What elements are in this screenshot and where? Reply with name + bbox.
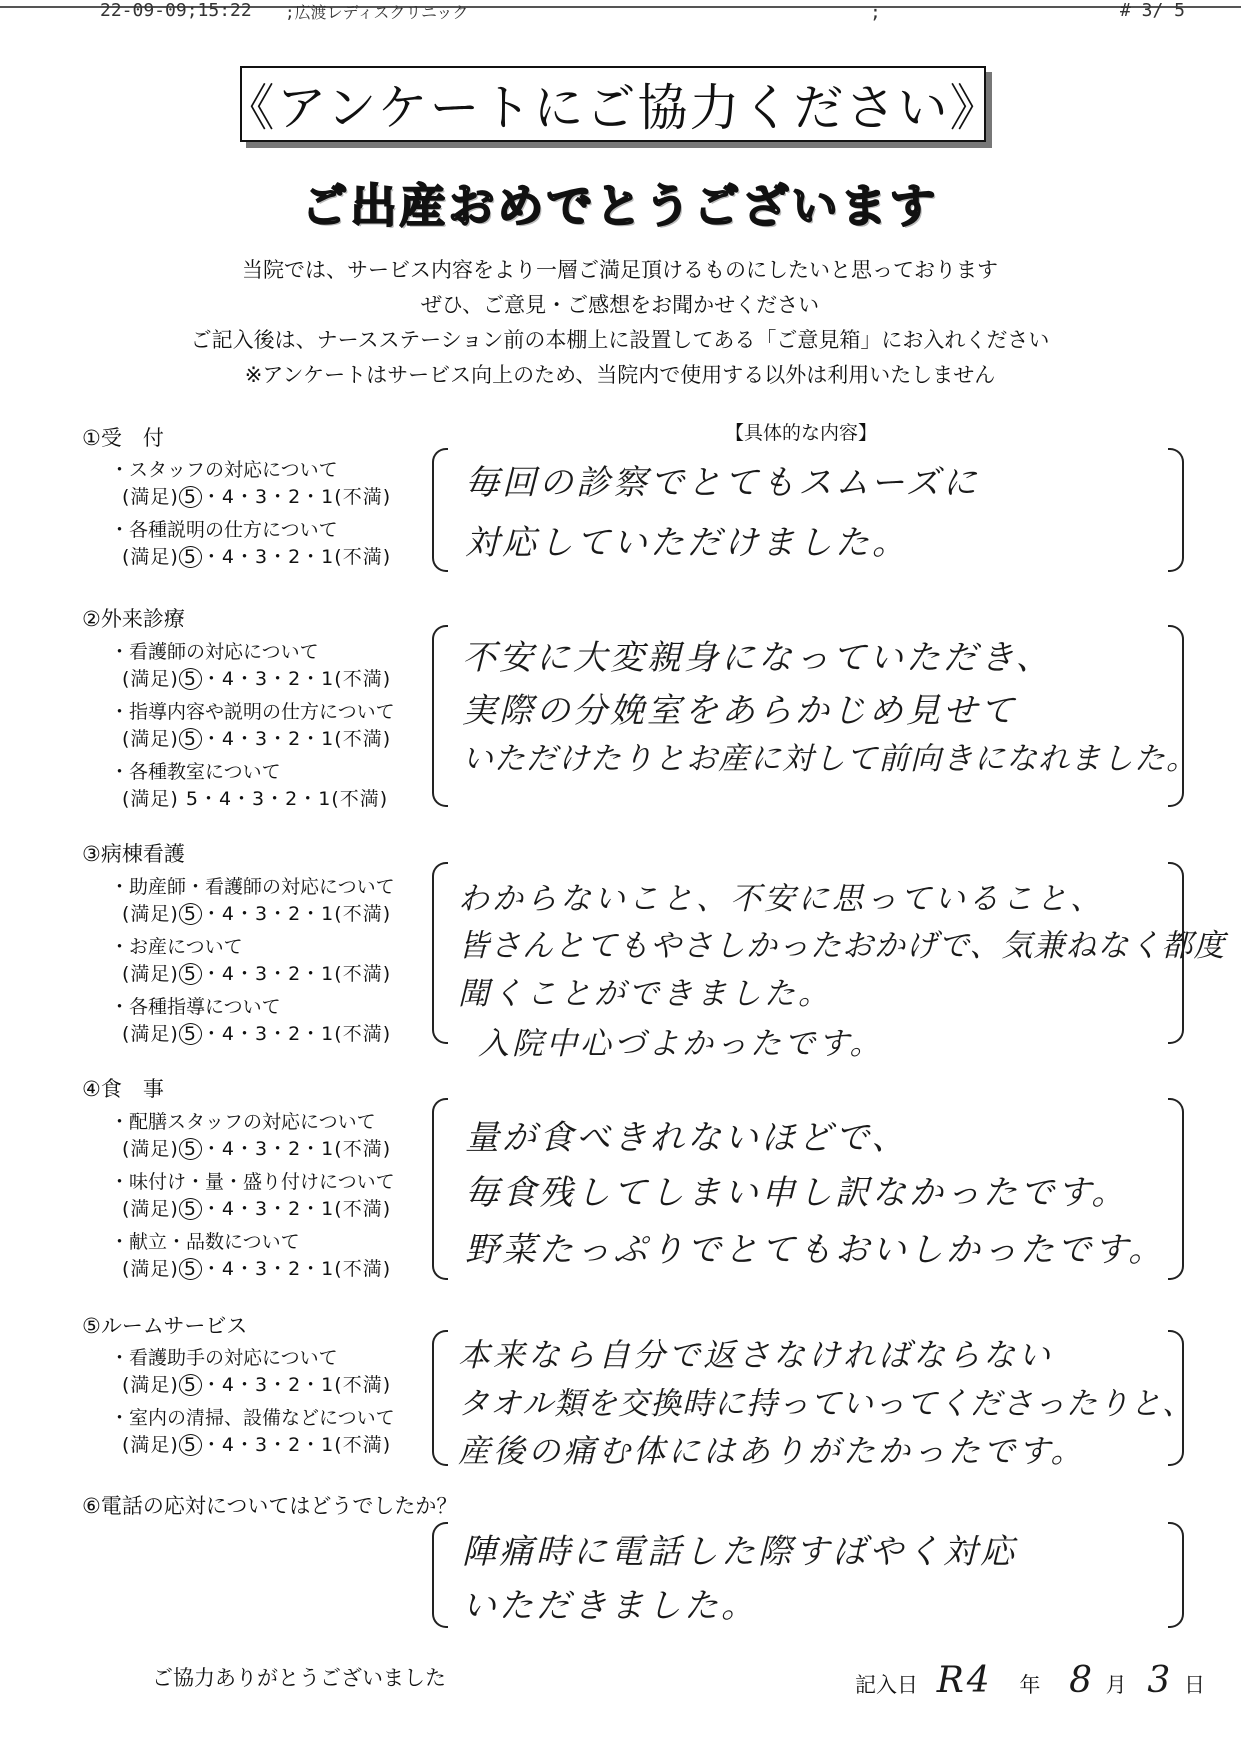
question-label: ・献立・品数について <box>110 1231 300 1253</box>
question-label: ・各種教室について <box>110 761 281 783</box>
date-era-year: R4 <box>936 1660 993 1701</box>
comment-bracket-left <box>432 862 448 1044</box>
section-title: ⑥電話の応対についてはどうでしたか？ <box>82 1494 458 1518</box>
rating-selected: 5 <box>179 903 202 925</box>
rating-row: (満足) 5 ・4・3・2・1(不満) <box>122 1198 392 1220</box>
rating-selected: 5 <box>179 963 202 985</box>
rating-row: (満足) 5 ・4・3・2・1(不満) <box>122 1138 392 1160</box>
handwritten-comment: 毎食残してしまい申し訳なかったです。 <box>465 1173 1129 1213</box>
rating-selected: 5 <box>179 546 202 568</box>
question-label: ・お産について <box>110 936 243 958</box>
detail-label: 【具体的な内容】 <box>725 422 878 444</box>
question-label: ・助産師・看護師の対応について <box>110 876 395 898</box>
rating-row: (満足) 5 ・4・3・2・1(不満) <box>122 486 392 508</box>
comment-bracket-left <box>432 448 448 572</box>
rating-selected: 5 <box>179 1023 202 1045</box>
fax-sender: ;広渡レディスクリニック <box>285 3 469 22</box>
handwritten-comment: 陣痛時に電話した際すばやく対応 <box>462 1532 1017 1572</box>
rating-row: (満足) 5 ・4・3・2・1(不満) <box>122 963 392 985</box>
date-entry: 記入日 R4 年 8 月 3 日 <box>855 1660 1205 1701</box>
intro-line: ご記入後は、ナースステーション前の本棚上に設置してある「ご意見箱」にお入れください <box>190 328 1050 352</box>
handwritten-comment: いただけたりとお産に対して前向きになれました。 <box>462 741 1198 777</box>
question-label: ・各種指導について <box>110 996 281 1018</box>
rating-row: (満足) 5 ・4・3・2・1(不満) <box>122 1434 392 1456</box>
fax-page: # 3/ 5 <box>1120 0 1186 21</box>
rating-selected: 5 <box>179 486 202 508</box>
comment-bracket-right <box>1168 1522 1184 1628</box>
question-label: ・味付け・量・盛り付けについて <box>110 1171 395 1193</box>
rating-row: (満足) 5 ・4・3・2・1(不満) <box>122 668 392 690</box>
intro-line: 当院では、サービス内容をより一層ご満足頂けるものにしたいと思っております <box>242 258 998 282</box>
date-month: 8 <box>1069 1660 1095 1701</box>
handwritten-comment: 実際の分娩室をあらかじめ見せて <box>462 691 1017 731</box>
question-label: ・配膳スタッフの対応について <box>110 1111 376 1133</box>
rating-selected: 5 <box>179 668 202 690</box>
rating-selected: 5 <box>179 1434 202 1456</box>
comment-bracket-left <box>432 625 448 807</box>
question-label: ・指導内容や説明の仕方について <box>110 701 395 723</box>
handwritten-comment: 毎回の診察でとてもスムーズに <box>465 463 980 503</box>
question-label: ・看護助手の対応について <box>110 1347 338 1369</box>
handwritten-comment: 野菜たっぷりでとてもおいしかったです。 <box>465 1230 1166 1270</box>
comment-bracket-left <box>432 1522 448 1628</box>
handwritten-comment: 産後の痛む体にはありがたかったです。 <box>458 1432 1086 1470</box>
rating-selected: 5 <box>179 1258 202 1280</box>
section-title: ②外来診療 <box>82 607 185 631</box>
rating-row: (満足) 5・4・3・2・1(不満) <box>122 788 389 810</box>
comment-bracket-left <box>432 1098 448 1280</box>
rating-row: (満足) 5 ・4・3・2・1(不満) <box>122 546 392 568</box>
section-title: ③病棟看護 <box>82 842 185 866</box>
rating-row: (満足) 5 ・4・3・2・1(不満) <box>122 1023 392 1045</box>
handwritten-comment: 皆さんとてもやさしかったおかげで、気兼ねなく都度 <box>458 928 1226 964</box>
intro-line: ※アンケートはサービス向上のため、当院内で使用する以外は利用いたしません <box>244 363 996 387</box>
survey-title: 《アンケートにご協力ください》 <box>240 66 986 142</box>
question-label: ・室内の清掃、設備などについて <box>110 1407 395 1429</box>
question-label: ・各種説明の仕方について <box>110 519 338 541</box>
congratulations-heading: ご出産おめでとうございます <box>301 179 939 233</box>
section-title: ④食 事 <box>82 1077 164 1101</box>
handwritten-comment: いただきました。 <box>462 1586 758 1626</box>
comment-bracket-right <box>1168 625 1184 807</box>
section-title: ①受 付 <box>82 426 164 450</box>
date-day: 3 <box>1147 1660 1174 1701</box>
rating-selected: 5 <box>179 1138 202 1160</box>
rating-row: (満足) 5 ・4・3・2・1(不満) <box>122 728 392 750</box>
rating-selected: 5 <box>179 1198 202 1220</box>
handwritten-comment: 不安に大変親身になっていただき、 <box>462 638 1053 678</box>
comment-bracket-left <box>432 1330 448 1466</box>
handwritten-comment: 聞くことができました。 <box>458 976 832 1012</box>
intro-line: ぜひ、ご意見・ご感想をお聞かせください <box>420 293 820 317</box>
handwritten-comment: 本来なら自分で返さなければならない <box>458 1336 1054 1374</box>
rating-row: (満足) 5 ・4・3・2・1(不満) <box>122 903 392 925</box>
rating-row: (満足) 5 ・4・3・2・1(不満) <box>122 1374 392 1396</box>
handwritten-comment: 量が食べきれないほどで、 <box>465 1118 909 1158</box>
comment-bracket-right <box>1168 448 1184 572</box>
date-label: 記入日 <box>855 1673 918 1697</box>
handwritten-comment: タオル類を交換時に持っていってくださったりと、 <box>458 1386 1194 1422</box>
rating-row: (満足) 5 ・4・3・2・1(不満) <box>122 1258 392 1280</box>
handwritten-comment: 対応していただけました。 <box>465 523 909 563</box>
rating-selected: 5 <box>179 728 202 750</box>
comment-bracket-right <box>1168 1098 1184 1280</box>
thanks-text: ご協力ありがとうございました <box>152 1666 446 1690</box>
handwritten-comment: わからないこと、不安に思っていること、 <box>458 881 1104 917</box>
rating-selected: 5 <box>179 1374 202 1396</box>
question-label: ・スタッフの対応について <box>110 459 338 481</box>
fax-timestamp: 22-09-09;15:22 <box>100 0 252 21</box>
fax-mark: ; <box>870 2 881 23</box>
section-title: ⑤ルームサービス <box>82 1314 248 1338</box>
handwritten-comment: 入院中心づよかったです。 <box>478 1026 884 1062</box>
question-label: ・看護師の対応について <box>110 641 319 663</box>
